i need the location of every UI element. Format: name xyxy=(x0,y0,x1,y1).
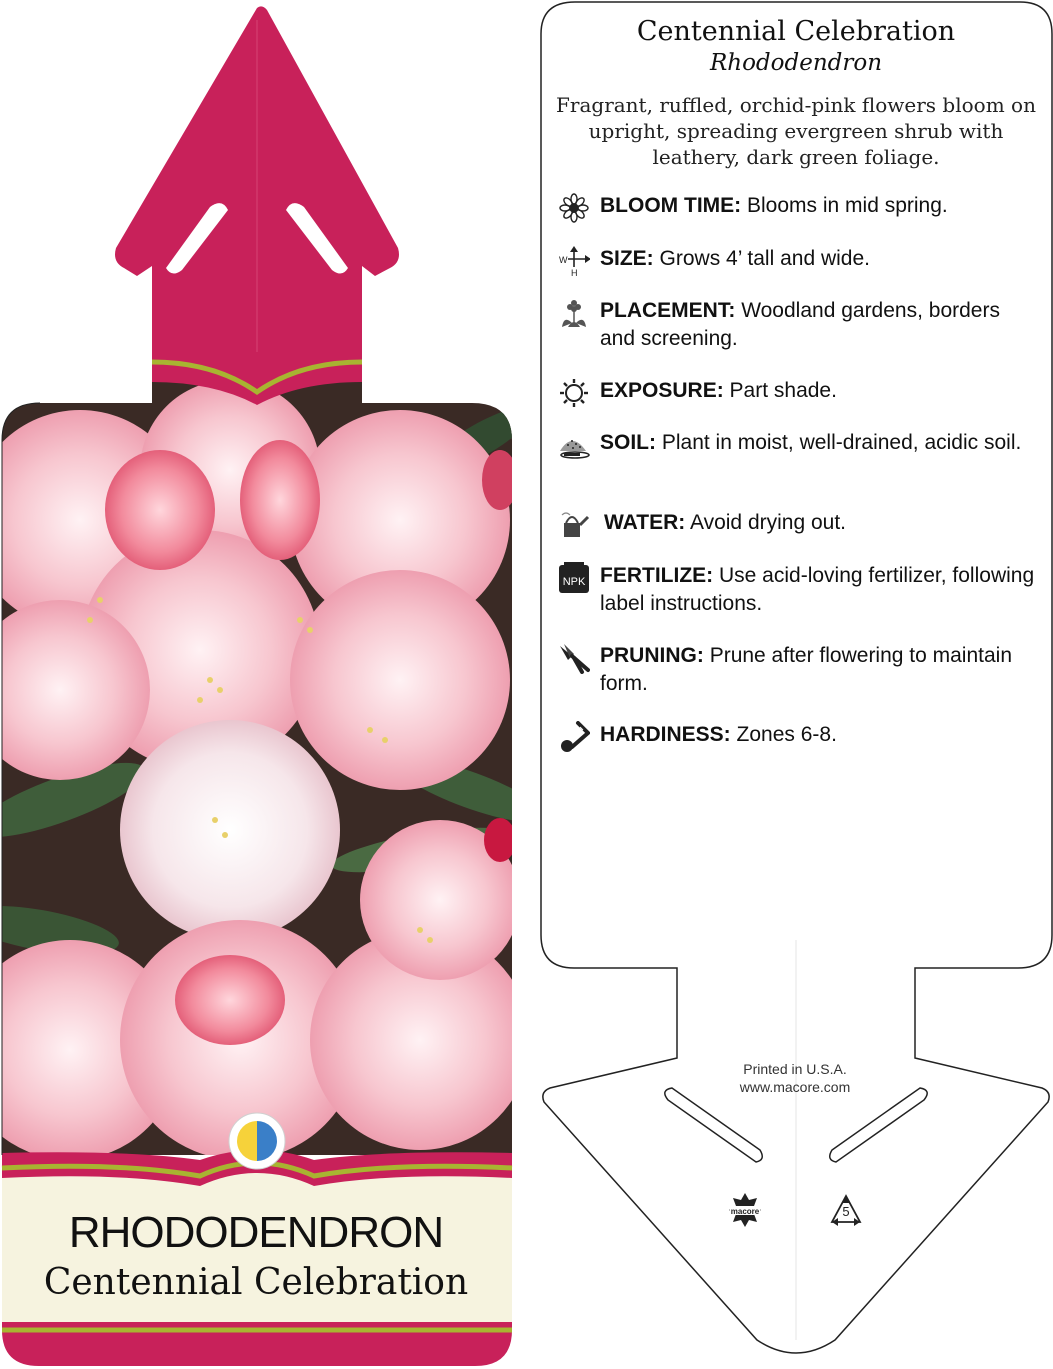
care-label: WATER: xyxy=(604,511,686,534)
care-label: EXPOSURE: xyxy=(600,379,724,402)
thermometer-icon xyxy=(558,721,590,753)
care-text: Use acid-loving fertilizer, following label instructions. xyxy=(600,564,1035,615)
front-genus-title: RHODODENDRON xyxy=(68,1208,444,1257)
npk-text: NPK xyxy=(562,576,586,588)
care-text: Blooms in mid spring. xyxy=(747,194,948,217)
flower-icon xyxy=(558,192,590,224)
care-label: PRUNING: xyxy=(600,644,704,667)
care-text: Zones 6-8. xyxy=(736,723,837,746)
part-shade-icon xyxy=(229,1113,285,1169)
printed-website: www.macore.com xyxy=(739,1079,851,1095)
recycle-number: 5 xyxy=(842,1204,850,1219)
care-text: Prune after flowering to maintain form. xyxy=(600,644,1013,695)
care-text: Avoid drying out. xyxy=(689,511,846,534)
plant-description: Fragrant, ruffled, orchid-pink flowers bloom on upright, spreading evergreen shrub with leathery, dark green foliage. xyxy=(556,93,1036,169)
placement-icon xyxy=(558,297,590,329)
back-title: Centennial Celebration xyxy=(636,16,956,47)
front-tag-arrow xyxy=(115,6,399,380)
pruners-icon xyxy=(558,642,590,674)
care-label: FERTILIZE: xyxy=(600,564,714,587)
watering-can-icon xyxy=(558,509,590,541)
printed-info xyxy=(700,1060,890,1096)
sun-icon xyxy=(558,377,590,409)
care-label: BLOOM TIME: xyxy=(600,194,742,217)
care-text: Woodland gardens, borders and screening. xyxy=(600,299,1000,350)
npk-icon xyxy=(558,562,590,594)
care-text: Grows 4’ tall and wide. xyxy=(659,247,870,270)
soil-icon xyxy=(558,429,590,461)
flower-photo xyxy=(0,370,551,1170)
care-label: SIZE: xyxy=(600,247,654,270)
size-h-letter: H xyxy=(571,268,578,277)
size-w-letter: W xyxy=(559,255,568,265)
care-text: Part shade. xyxy=(729,379,837,402)
printed-country: Printed in U.S.A. xyxy=(743,1061,847,1077)
care-label: HARDINESS: xyxy=(600,723,731,746)
back-subtitle: Rhododendron xyxy=(709,50,883,76)
front-cultivar-title: Centennial Celebration xyxy=(43,1262,469,1303)
care-label: PLACEMENT: xyxy=(600,299,736,322)
care-label: SOIL: xyxy=(600,431,656,454)
size-arrows-icon xyxy=(558,245,590,277)
svg-text:macore: macore xyxy=(730,1207,760,1216)
care-text: Plant in moist, well-drained, acidic soil. xyxy=(661,431,1022,454)
